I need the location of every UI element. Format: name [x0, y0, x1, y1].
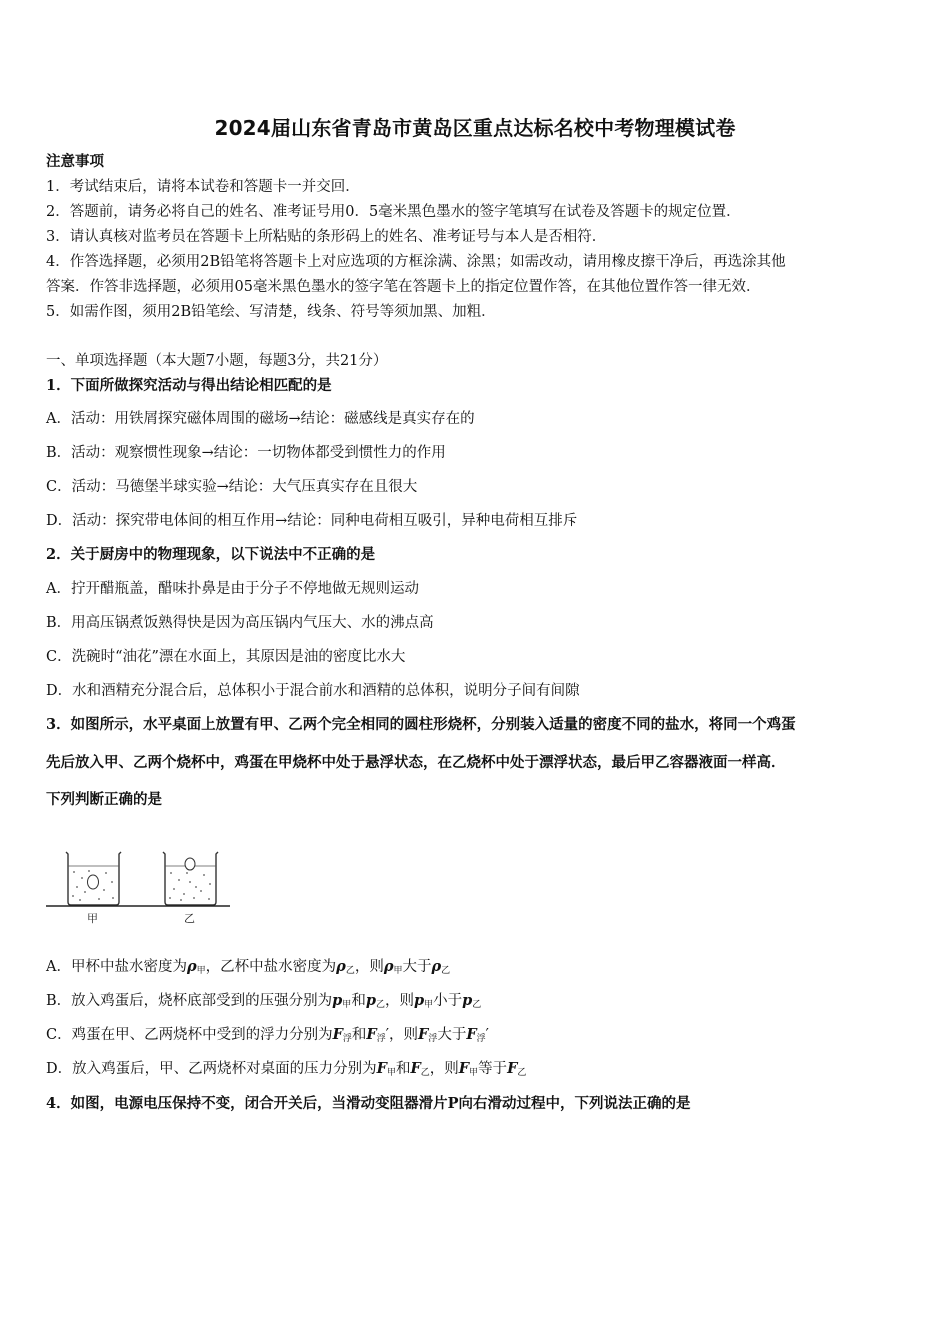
question-1-option-c: C．活动：马德堡半球实验→结论：大气压真实存在且很大 [46, 479, 418, 495]
notice-item: 5．如需作图，须用2B铅笔绘、写清楚，线条、符号等须加黑、加粗． [46, 304, 496, 320]
question-3-stem: 3．如图所示，水平桌面上放置有甲、乙两个完全相同的圆柱形烧杯，分别装入适量的密度不同的盐水，将同一个鸡蛋 [46, 716, 796, 733]
question-1-stem: 1．下面所做探究活动与得出结论相匹配的是 [46, 377, 332, 394]
beakers-figure [44, 842, 234, 926]
question-3-option-c: C．鸡蛋在甲、乙两烧杯中受到的浮力分别为$F_浮$和$F_浮'$，则$F_浮$大于$F_浮'$ [46, 1026, 489, 1044]
question-4-stem: 4．如图，电源电压保持不变，闭合开关后，当滑动变阻器滑片P向右滑动过程中，下列说法正确的是 [46, 1095, 691, 1112]
notice-item: 3．请认真核对监考员在答题卡上所粘贴的条形码上的姓名、准考证号与本人是否相符． [46, 229, 607, 245]
section-heading: 一、单项选择题（本大题7小题，每题3分，共21分） [46, 353, 388, 369]
beaker-jia [66, 852, 121, 905]
question-3-option-b: B．放入鸡蛋后，烧杯底部受到的压强分别为$p_甲$和$p_乙$，则$p_甲$小于$p_乙$ [46, 992, 482, 1010]
notice-item: 2．答题前，请务必将自己的姓名、准考证号用0．5毫米黑色墨水的签字笔填写在试卷及答题卡的规定位置． [46, 204, 741, 220]
question-3-option-d: D．放入鸡蛋后，甲、乙两烧杯对桌面的压力分别为$F_甲$和$F_乙$，则$F_甲$等于$F_乙$ [46, 1060, 527, 1078]
question-1-option-b: B．活动：观察惯性现象→结论：一切物体都受到惯性力的作用 [46, 445, 446, 461]
notice-item: 答案．作答非选择题，必须用05毫米黑色墨水的签字笔在答题卡上的指定位置作答，在其他位置作答一律无效． [46, 279, 761, 295]
question-2-option-d: D．水和酒精充分混合后，总体积小于混合前水和酒精的总体积，说明分子间有间隙 [46, 683, 580, 699]
question-2-option-a: A．拧开醋瓶盖，醋味扑鼻是由于分子不停地做无规则运动 [46, 581, 419, 597]
question-3-stem: 下列判断正确的是 [46, 791, 162, 808]
question-3-option-a: A．甲杯中盐水密度为$\rho_甲$，乙杯中盐水密度为$\rho_乙$，则$\rho_甲$大于$\rho_乙$ [46, 958, 451, 976]
beaker-label-jia: 甲 [87, 912, 98, 925]
page-title: 2024届山东省青岛市黄岛区重点达标名校中考物理模试卷 [214, 116, 736, 140]
question-1-option-a: A．活动：用铁屑探究磁体周围的磁场→结论：磁感线是真实存在的 [46, 411, 475, 427]
question-2-stem: 2．关于厨房中的物理现象，以下说法中不正确的是 [46, 546, 376, 563]
question-2-option-b: B．用高压锅煮饭熟得快是因为高压锅内气压大、水的沸点高 [46, 615, 434, 631]
question-1-option-d: D．活动：探究带电体间的相互作用→结论：同种电荷相互吸引，异种电荷相互排斥 [46, 513, 578, 529]
notice-item: 4．作答选择题，必须用2B铅笔将答题卡上对应选项的方框涂满、涂黑；如需改动，请用橡皮擦干净后，再选涂其他 [46, 254, 786, 270]
question-2-option-c: C．洗碗时“油花”漂在水面上，其原因是油的密度比水大 [46, 649, 406, 665]
beaker-label-yi: 乙 [184, 912, 195, 925]
beaker-yi [163, 852, 218, 905]
notice-heading: 注意事项 [46, 153, 104, 170]
question-3-stem: 先后放入甲、乙两个烧杯中，鸡蛋在甲烧杯中处于悬浮状态，在乙烧杯中处于漂浮状态，最后甲乙容器液面一样高． [46, 754, 786, 771]
notice-item: 1．考试结束后，请将本试卷和答题卡一并交回． [46, 179, 360, 195]
